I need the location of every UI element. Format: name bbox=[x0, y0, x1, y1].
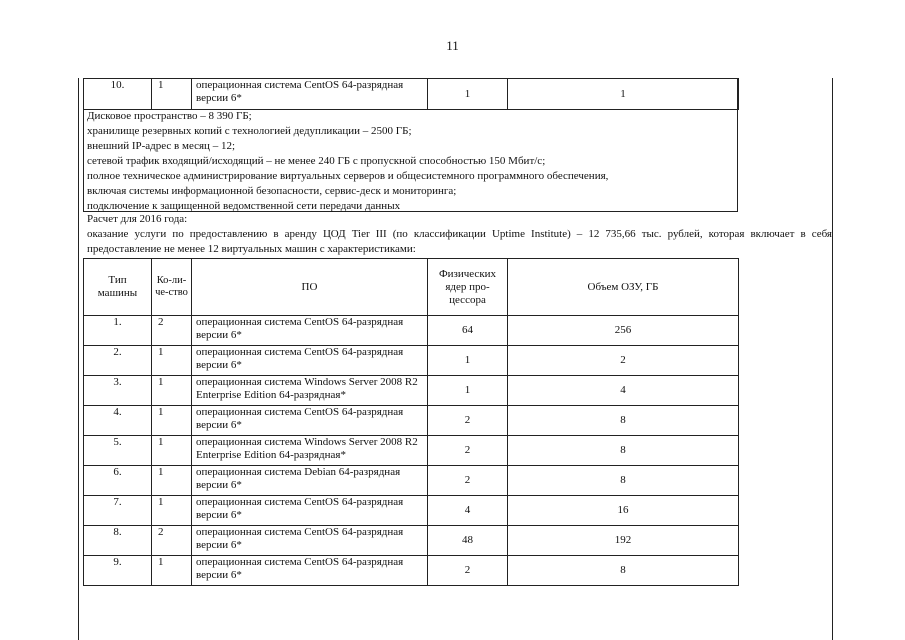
cores-cell: 1 bbox=[428, 376, 508, 406]
spec-line: Дисковое пространство – 8 390 ГБ; bbox=[87, 110, 252, 122]
spec-line: сетевой трафик входящий/исходящий – не менее 240 ГБ с пропускной способностью 150 Мбит/с; bbox=[87, 155, 546, 167]
ram-cell: 8 bbox=[508, 556, 739, 586]
machine-type-cell: 2. bbox=[84, 346, 152, 376]
cores-cell: 2 bbox=[428, 436, 508, 466]
quantity-cell: 1 bbox=[152, 496, 192, 526]
cores-cell: 48 bbox=[428, 526, 508, 556]
machine-type-cell: 6. bbox=[84, 466, 152, 496]
frame-left-outer bbox=[78, 78, 79, 640]
ram-cell: 8 bbox=[508, 406, 739, 436]
cores-cell: 2 bbox=[428, 556, 508, 586]
table-row bbox=[84, 526, 739, 556]
header-cores: Физических ядер про-цессора bbox=[428, 259, 508, 316]
virtual-machines-table bbox=[83, 258, 739, 586]
header-machine-type: Тип машины bbox=[84, 259, 152, 316]
cores-cell: 4 bbox=[428, 496, 508, 526]
calculation-text: оказание услуги по предоставлению в аренду ЦОД Tier III (по классификации Uptime Institute) – 12 735,66 тыс. рублей, которая включает в себя предоставление не менее 12 виртуальных машин с характеристиками: bbox=[87, 228, 832, 255]
spec-line: внешний IP-адрес в месяц – 12; bbox=[87, 140, 236, 152]
cores-cell: 2 bbox=[428, 466, 508, 496]
quantity-cell: 1 bbox=[152, 556, 192, 586]
table-row bbox=[84, 79, 739, 110]
ram-cell: 2 bbox=[508, 346, 739, 376]
ram-cell: 4 bbox=[508, 376, 739, 406]
calculation-title: Расчет для 2016 года: bbox=[87, 213, 188, 225]
table-row bbox=[84, 436, 739, 466]
quantity-cell: 1 bbox=[152, 436, 192, 466]
machine-type-cell: 9. bbox=[84, 556, 152, 586]
table-row bbox=[84, 376, 739, 406]
table-row bbox=[84, 556, 739, 586]
quantity-cell: 2 bbox=[152, 316, 192, 346]
ram-cell: 192 bbox=[508, 526, 739, 556]
ram-cell: 8 bbox=[508, 436, 739, 466]
os-cell: операционная система CentOS 64-разрядная версии 6* bbox=[192, 496, 428, 526]
machine-type-cell: 3. bbox=[84, 376, 152, 406]
quantity-cell: 1 bbox=[152, 406, 192, 436]
os-cell: операционная система CentOS 64-разрядная версии 6* bbox=[192, 79, 428, 110]
cores-cell: 1 bbox=[428, 79, 508, 110]
os-cell: операционная система CentOS 64-разрядная версии 6* bbox=[192, 556, 428, 586]
frame-right-outer bbox=[832, 78, 833, 640]
spec-line: хранилище резервных копий с технологией дедупликации – 2500 ГБ; bbox=[87, 125, 412, 137]
table-row bbox=[84, 406, 739, 436]
table-row bbox=[84, 496, 739, 526]
table-row bbox=[84, 316, 739, 346]
ram-cell: 256 bbox=[508, 316, 739, 346]
ram-cell: 8 bbox=[508, 466, 739, 496]
specs-list bbox=[87, 109, 732, 214]
spec-line: включая системы информационной безопасности, сервис-деск и мониторинга; bbox=[87, 185, 457, 197]
table-row bbox=[84, 466, 739, 496]
machine-type-cell: 7. bbox=[84, 496, 152, 526]
machine-type-cell: 10. bbox=[84, 79, 152, 110]
header-software: ПО bbox=[192, 259, 428, 316]
table-header-row bbox=[84, 259, 739, 316]
machine-type-cell: 1. bbox=[84, 316, 152, 346]
os-cell: операционная система CentOS 64-разрядная версии 6* bbox=[192, 316, 428, 346]
calculation-section bbox=[87, 212, 832, 257]
cores-cell: 1 bbox=[428, 346, 508, 376]
cores-cell: 2 bbox=[428, 406, 508, 436]
machine-type-cell: 4. bbox=[84, 406, 152, 436]
ram-cell: 1 bbox=[508, 79, 739, 110]
os-cell: операционная система CentOS 64-разрядная версии 6* bbox=[192, 406, 428, 436]
quantity-cell: 1 bbox=[152, 376, 192, 406]
header-quantity: Ко-ли-че-ство bbox=[152, 259, 192, 316]
quantity-cell: 2 bbox=[152, 526, 192, 556]
table-row bbox=[84, 346, 739, 376]
os-cell: операционная система Debian 64-разрядная версии 6* bbox=[192, 466, 428, 496]
quantity-cell: 1 bbox=[152, 79, 192, 110]
header-ram: Объем ОЗУ, ГБ bbox=[508, 259, 739, 316]
os-cell: операционная система CentOS 64-разрядная версии 6* bbox=[192, 346, 428, 376]
machine-type-cell: 8. bbox=[84, 526, 152, 556]
spec-line: подключение к защищенной ведомственной сети передачи данных bbox=[87, 200, 401, 212]
os-cell: операционная система CentOS 64-разрядная версии 6* bbox=[192, 526, 428, 556]
os-cell: операционная система Windows Server 2008 R2 Enterprise Edition 64-разрядная* bbox=[192, 436, 428, 466]
quantity-cell: 1 bbox=[152, 466, 192, 496]
spec-line: полное техническое администрирование виртуальных серверов и общесистемного программного обеспечения, bbox=[87, 170, 609, 182]
os-cell: операционная система Windows Server 2008 R2 Enterprise Edition 64-разрядная* bbox=[192, 376, 428, 406]
quantity-cell: 1 bbox=[152, 346, 192, 376]
page-number: 11 bbox=[446, 38, 459, 53]
continued-row-table bbox=[83, 78, 739, 110]
ram-cell: 16 bbox=[508, 496, 739, 526]
cores-cell: 64 bbox=[428, 316, 508, 346]
machine-type-cell: 5. bbox=[84, 436, 152, 466]
